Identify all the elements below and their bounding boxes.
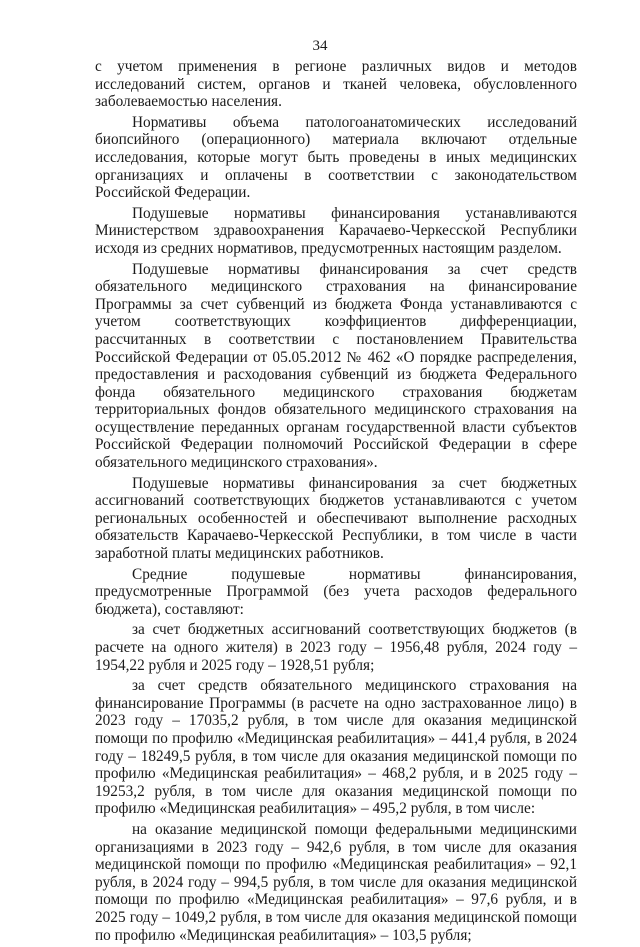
document-body [95, 58, 577, 947]
paragraph: Средние подушевые нормативы финансирования, предусмотренные Программой (без учета расходов федерального бюджета), составляют: [95, 565, 577, 618]
paragraph: Подушевые нормативы финансирования за счет средств обязательного медицинского страхования на финансирование Программы за счет субвенций из бюджета Фонда устанавливаются с учетом соответствующих коэффициентов дифференциации, рассчитанных в соответствии с постановлением Правительства Российской Федерации от 05.05.2012 № 462 «О порядке распределения, предоставления и расходования субвенций из бюджета Федерального фонда обязательного медицинского страхования бюджетам территориальных фондов обязательного медицинского страхования на осуществление переданных органам государственной власти субъектов Российской Федерации полномочий Российской Федерации в сфере обязательного медицинского страхования». [95, 260, 577, 472]
paragraph: Подушевые нормативы финансирования устанавливаются Министерством здравоохранения Карачаево-Черкесской Республики исходя из средних нормативов, предусмотренных настоящим разделом. [95, 204, 577, 257]
paragraph: на оказание медицинской помощи федеральными медицинскими организациями в 2023 году – 942,6 рубля, в том числе для оказания медицинской помощи по профилю «Медицинская реабилитация» – 92,1 рубля, в 2024 году – 994,5 рубля, в том числе для оказания медицинской помощи по профилю «Медицинская реабилитация» – 97,6 рубля, и в 2025 году – 1049,2 рубля, в том числе для оказания медицинской помощи по профилю «Медицинская реабилитация» – 103,5 рубля; [95, 820, 577, 944]
paragraph: Подушевые нормативы финансирования за счет бюджетных ассигнований соответствующих бюджетов устанавливаются с учетом региональных особенностей и обеспечивают выполнение расходных обязательств Карачаево-Черкесской Республики, в том числе в части заработной платы медицинских работников. [95, 474, 577, 563]
paragraph: с учетом применения в регионе различных видов и методов исследований систем, органов и тканей человека, обусловленного заболеваемостью населения. [95, 58, 577, 111]
paragraph: Нормативы объема патологоанатомических исследований биопсийного (операционного) материала включают отдельные исследования, которые могут быть проведены в иных медицинских организациях и оплачены в соответствии с законодательством Российской Федерации. [95, 113, 577, 202]
page-number: 34 [312, 38, 328, 54]
paragraph: за счет средств обязательного медицинского страхования на финансирование Программы (в расчете на одно застрахованное лицо) в 2023 году – 17035,2 рубля, в том числе для оказания медицинской помощи по профилю «Медицинская реабилитация» – 441,4 рубля, в 2024 году – 18249,5 рубля, в том числе для оказания медицинской помощи по профилю «Медицинская реабилитация» – 468,2 рубля, и в 2025 году – 19253,2 рубля, в том числе для оказания медицинской помощи по профилю «Медицинская реабилитация» – 495,2 рубля, в том числе: [95, 677, 577, 818]
paragraph: за счет бюджетных ассигнований соответствующих бюджетов (в расчете на одного жителя) в 2023 году – 1956,48 рубля, 2024 году – 1954,22 рубля и 2025 году – 1928,51 рубля; [95, 621, 577, 674]
